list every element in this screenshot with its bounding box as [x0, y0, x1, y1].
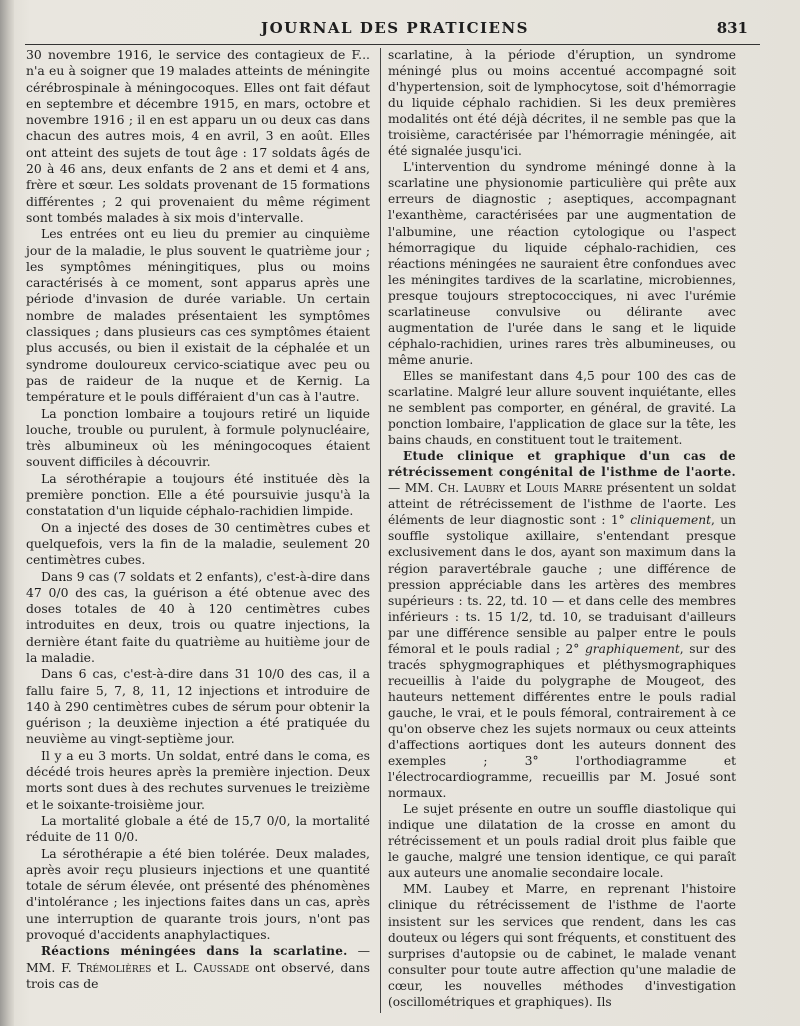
paragraph: Les entrées ont eu lieu du premier au cinquième jour de la maladie, le plus souvent le quatrième jour ; les symptômes méningitiques, plus ou moins caractérisés à ce moment, sont apparus après une période d'invasion de durée variable. Un certain nombre de malades présentaient les symptômes classiques ; dans plusieurs cas ces symptômes étaient plus accusés, ou bien il existait de la céphalée et un syndrome douloureux cervico-sciatique avec peu ou pas de raideur de la nuque et de Kernig. La température et le pouls différaient d'un cas à l'autre.: [26, 226, 370, 405]
heading-separator: — MM.: [388, 481, 439, 496]
paragraph-text: présentent un soldat atteint de rétrécissement de l'isthme de l'aorte. Les éléments de leur diagnostic sont : 1°: [388, 481, 736, 528]
paragraph: L'intervention du syndrome méningé donne à la scarlatine une physionomie particulière qui prête aux erreurs de diagnostic ; aseptiques, accompagnant l'exanthème, caractérisées par une augmentation de l'albumine, une réaction cytologique ou l'aspect hémorragique du liquide céphalo-rachidien, ces réactions méningées ne sauraient être confondues avec les méningites tardives de la scarlatine, microbiennes, presque toujours streptococciques, ni avec l'urémie scarlatineuse convulsive ou délirante avec augmentation de l'urée dans le sang et le liquide céphalo-rachidien, urines rares très albumineuses, ou même anurie.: [388, 160, 736, 367]
heading-separator: — MM.: [26, 943, 370, 975]
page-number: 831: [716, 19, 748, 37]
running-title: JOURNAL DES PRATICIENS: [261, 19, 529, 37]
author-name: Louis Marre: [525, 481, 603, 496]
author-name: Ch. Laubry: [438, 481, 505, 496]
right-column: [388, 47, 736, 1010]
paragraph: La ponction lombaire a toujours retiré un liquide louche, trouble ou purulent, à formule polynucléaire, très albumineux où les méningocoques étaient souvent difficiles à découvrir.: [26, 405, 370, 470]
paragraph: Dans 9 cas (7 soldats et 2 enfants), c'est-à-dire dans 47 0/0 des cas, la guérison a été obtenue avec des doses totales de 40 à 120 centimètres cubes introduites en deux, trois ou quatre injections, la dernière étant faite du quatrième au huitième jour de la maladie.: [26, 568, 370, 665]
paragraph: La sérothérapie a été bien tolérée. Deux malades, après avoir reçu plusieurs injections et une quantité totale de sérum élevée, ont présenté des phénomènes d'intolérance ; les injections faites dans un cas, après une interruption de quarante trois jours, n'ont pas provoqué d'accidents anaphylactiques.: [26, 845, 370, 943]
author-name: Caussade: [193, 959, 250, 975]
italic-term: graphiquement: [584, 641, 680, 656]
paragraph: scarlatine, à la période d'éruption, un syndrome méningé plus ou moins accentué accompagné soit d'hypertension, soit de lymphocytose, soit d'hémorragie du liquide céphalo rachidien. Si les deux premières modalités ont été déjà décrites, il ne semble pas que la troisième, caractérisée par l'hémorragie méningée, ait été signalée jusqu'ici.: [388, 48, 736, 159]
header-rule: [25, 44, 760, 45]
author-name: F. Trémolières: [61, 959, 152, 975]
paragraph-text: ont observé, dans trois cas de: [26, 959, 370, 991]
paragraph: On a injecté des doses de 30 centimètres cubes et quelquefois, vers la fin de la maladie, seulement 20 centimètres cubes.: [26, 519, 370, 568]
paragraph: MM. Laubey et Marre, en reprenant l'histoire clinique du rétrécissement de l'isthme de l'aorte insistent sur les services que rendent, dans les cas douteux ou légers qui sont fréquents, et constituent des surprises d'autopsie ou de cabinet, le malade venant consulter pour toute autre affection qu'une maladie de cœur, les nouvelles méthodes d'investigation (oscillométriques et graphiques). Ils: [388, 882, 736, 1009]
paragraph: Elles se manifestant dans 4,5 pour 100 des cas de scarlatine. Malgré leur allure souvent inquiétante, elles ne semblent pas comporter, en général, de gravité. La ponction lombaire, l'application de glace sur la tête, les bains chauds, en constituent tout le traitement.: [388, 368, 736, 448]
paragraph: 30 novembre 1916, le service des contagieux de F... n'a eu à soigner que 19 malades atteints de méningite cérébrospinale à méningocoques. Elles ont fait défaut en septembre et décembre 1915, en mars, octobre et novembre 1916 ; il en est apparu un ou deux cas dans chacun des autres mois, 4 en avril, 3 en août. Elles ont atteint des sujets de tout âge : 17 soldats âgés de 20 à 46 ans, deux enfants de 2 ans et demi et 4 ans, frère et sœur. Les soldats provenant de 15 formations différentes ; 2 qui provenaient du même régiment sont tombés malades à six mois d'intervalle.: [26, 47, 370, 225]
column-divider: [380, 48, 381, 1013]
section-paragraph: [388, 448, 736, 801]
author-conjunction: et: [504, 481, 526, 496]
paragraph: Le sujet présente en outre un souffle diastolique qui indique une dilatation de la crosse en amont du rétrécissement et un pouls radial droit plus faible que le gauche, malgré une tension identique, ce qui paraît aux auteurs une anomalie secondaire locale.: [388, 802, 736, 881]
paragraph: Dans 6 cas, c'est-à-dire dans 31 10/0 des cas, il a fallu faire 5, 7, 8, 11, 12 injections et introduire de 140 à 290 centimètres cubes de sérum pour obtenir la guérison ; la deuxième injection a été pratiquée du neuvième au vingt-septième jour.: [26, 666, 370, 747]
section-heading: Réactions méningées dans la scarlatine.: [41, 944, 348, 959]
paragraph: La mortalité globale a été de 15,7 0/0, la mortalité réduite de 11 0/0.: [26, 812, 370, 845]
paragraph: Il y a eu 3 morts. Un soldat, entré dans le coma, es décédé trois heures après la première injection. Deux morts sont dues à des rechutes survenues le treizième et le soixante-troisième jour.: [26, 747, 370, 812]
binding-shadow: [0, 0, 14, 1026]
left-column: [26, 47, 370, 992]
section-paragraph: [26, 943, 370, 992]
italic-term: cliniquement: [630, 513, 711, 528]
page-header: [30, 19, 760, 43]
paragraph: La sérothérapie a toujours été instituée dès la première ponction. Elle a été poursuivie jusqu'à la constatation d'un liquide céphalo-rachidien limpide.: [26, 470, 370, 519]
paragraph-text: , un souffle systolique axillaire, s'entendant presque exclusivement dans le dos, ayant son maximum dans la région paravertébrale gauche ; une différence de pression appréciable dans les artères des membres supérieurs : ts. 22, td. 10 — et dans celle des membres inférieurs : ts. 15 1/2, td. 10, se traduisant d'ailleurs par une différence sensible au palper entre le pouls fémoral et le pouls radial ; 2°: [388, 513, 736, 656]
paragraph-text: , sur des tracés sphygmographiques et pléthysmographiques recueillis à l'aide du polygraphe de Mougeot, des hauteurs nettement différentes entre le pouls radial gauche, le vrai, et le pouls fémoral, contrairement à ce qu'on observe chez les sujets normaux ou ceux atteints d'affections aortiques dont les auteurs donnent des exemples ; 3° l'orthodiagramme et l'électrocardiogramme, recueillis par M. Josué sont normaux.: [388, 641, 736, 801]
author-conjunction: et L.: [151, 959, 194, 975]
section-heading: Etude clinique et graphique d'un cas de rétrécissement congénital de l'isthme de l'aorte.: [388, 449, 736, 480]
